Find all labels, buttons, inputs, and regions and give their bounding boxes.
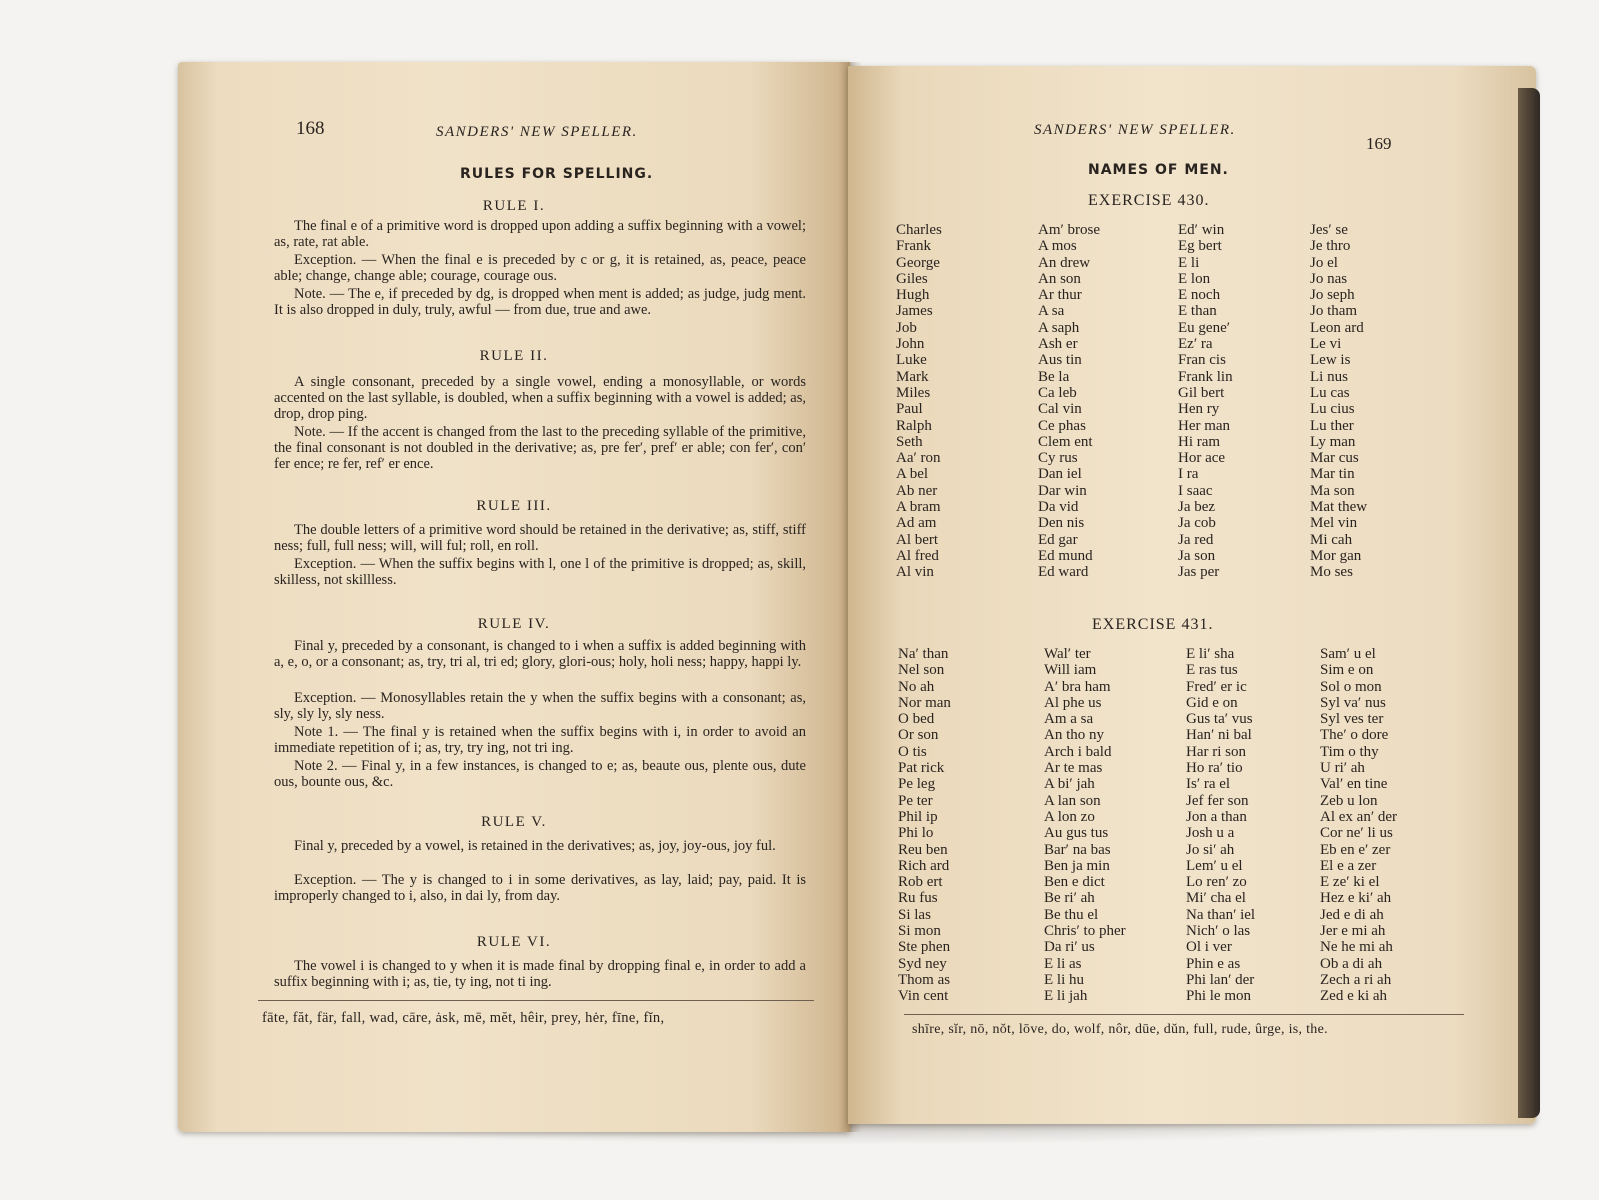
book-cover-edge <box>1518 88 1540 1118</box>
pronunciation-key: shīre, sĭr, nō, nŏt, lōve, do, wolf, nôr, dūe, dŭn, full, rude, ûrge, is, the. <box>912 1022 1328 1037</box>
names-column <box>898 646 951 1005</box>
list-item: Ol i ver <box>1186 939 1232 956</box>
list-item: Zeb u lon <box>1320 792 1378 809</box>
list-item: Charles <box>896 222 942 238</box>
list-item: Ob a di ah <box>1320 955 1383 972</box>
list-item: Al phe us <box>1044 694 1102 711</box>
list-item: Eb en e′ zer <box>1320 841 1391 858</box>
list-item: Mi cah <box>1310 531 1353 548</box>
names-column <box>896 222 942 581</box>
list-item: Ja bez <box>1178 499 1216 516</box>
list-item: Gil bert <box>1178 384 1225 401</box>
list-item: Cy rus <box>1038 450 1078 467</box>
list-item: James <box>896 303 933 320</box>
rule-note: Note. — The e, if preceded by dg, is dropped when ment is added; as judge, judg ment. It is also dropped in duly, truly, awful — from due, true and awe. <box>274 286 806 318</box>
list-item: Ed gar <box>1038 531 1078 548</box>
list-item: E lon <box>1178 270 1211 287</box>
exercise-heading: EXERCISE 431. <box>1092 616 1214 633</box>
list-item: Giles <box>896 270 928 287</box>
list-item: Ja red <box>1178 531 1214 548</box>
list-item: Sam′ u el <box>1320 646 1376 662</box>
list-item: Ja son <box>1178 547 1216 564</box>
list-item: Mel vin <box>1310 515 1358 532</box>
list-item: Jas per <box>1178 564 1220 581</box>
list-item: Mi′ cha el <box>1186 890 1246 907</box>
list-item: Si las <box>898 906 931 923</box>
list-item: Luke <box>896 352 927 369</box>
list-item: Nel son <box>898 662 945 679</box>
list-item: Lu cas <box>1310 384 1350 401</box>
list-item: Mar tin <box>1310 466 1355 483</box>
left-page <box>178 62 850 1132</box>
list-item: Mark <box>896 368 929 385</box>
list-item: Dan iel <box>1038 466 1082 483</box>
list-item: Syl ves ter <box>1320 711 1384 728</box>
rule-exception: Exception. — The y is changed to i in some derivatives, as lay, laid; pay, paid. It is improperly changed to i, also, in dai ly, from day. <box>274 872 806 904</box>
list-item: Al vin <box>896 564 934 581</box>
list-item: Phil ip <box>898 808 938 825</box>
rule-paragraph: A single consonant, preceded by a single vowel, ending a monosyllable, or words accented on the last syllable, is doubled, when a suffix beginning with a vowel is added; as, drop, drop ping. <box>274 374 806 422</box>
list-item: O tis <box>898 743 927 760</box>
list-item: Fran cis <box>1178 352 1226 369</box>
list-item: Frank <box>896 238 931 255</box>
list-item: Lem′ u el <box>1186 857 1243 874</box>
list-item: Val′ en tine <box>1320 776 1388 793</box>
list-item: Cor ne′ li us <box>1320 825 1393 842</box>
list-item: Ed ward <box>1038 564 1089 581</box>
left-section-title: RULES FOR SPELLING. <box>460 166 654 182</box>
list-item: Mat thew <box>1310 499 1368 516</box>
list-item: Pe ter <box>898 792 933 809</box>
list-item: Josh u a <box>1186 825 1235 842</box>
list-item: No ah <box>898 678 935 695</box>
list-item: Jo seph <box>1310 287 1355 304</box>
list-item: Au gus tus <box>1044 825 1109 842</box>
list-item: Ez′ ra <box>1178 336 1213 353</box>
names-column <box>1186 646 1255 1005</box>
rule-heading: RULE IV. <box>477 616 551 632</box>
list-item: Ste phen <box>898 939 951 956</box>
list-item: Je thro <box>1310 238 1351 255</box>
rule-heading: RULE I. <box>482 198 546 214</box>
list-item: Ben e dict <box>1044 874 1105 891</box>
list-item: Al ex an′ der <box>1320 808 1397 825</box>
list-item: Phi le mon <box>1186 988 1252 1005</box>
list-item: O bed <box>898 711 935 728</box>
list-item: Ru fus <box>898 890 938 907</box>
list-item: Gus ta′ vus <box>1186 711 1253 728</box>
list-item: A bi′ jah <box>1044 776 1095 793</box>
list-item: Mar cus <box>1310 450 1359 467</box>
list-item: Gid e on <box>1186 694 1238 711</box>
list-item: Hor ace <box>1178 450 1226 467</box>
list-item: Pat rick <box>898 760 945 777</box>
list-item: Will iam <box>1044 662 1097 679</box>
list-item: Zed e ki ah <box>1320 988 1388 1005</box>
names-column <box>1178 222 1233 581</box>
right-section-title: NAMES OF MEN. <box>1088 162 1229 178</box>
list-item: Syd ney <box>898 955 947 972</box>
list-item: Ja cob <box>1178 515 1216 532</box>
list-item: Pe leg <box>898 776 936 793</box>
rule-paragraph: The final e of a primitive word is dropped upon adding a suffix beginning with a vowel; as, rate, rat able. <box>274 218 806 250</box>
list-item: E ze′ ki el <box>1320 874 1380 891</box>
list-item: E li′ sha <box>1186 646 1235 662</box>
list-item: Ed mund <box>1038 547 1093 564</box>
list-item: Ca leb <box>1038 384 1077 401</box>
footer-divider <box>904 1014 1464 1015</box>
names-column <box>1038 222 1100 581</box>
list-item: An drew <box>1038 254 1091 271</box>
list-item: Aa′ ron <box>896 450 941 467</box>
list-item: Be thu el <box>1044 906 1099 923</box>
list-item: Nor man <box>898 694 951 711</box>
list-item: Ar te mas <box>1044 760 1103 777</box>
list-item: Sol o mon <box>1320 678 1382 695</box>
right-page <box>848 66 1536 1124</box>
list-item: Ab ner <box>896 482 938 499</box>
list-item: Is′ ra el <box>1186 776 1231 793</box>
list-item: Da ri′ us <box>1044 939 1095 956</box>
list-item: Ne he mi ah <box>1320 939 1393 956</box>
list-item: A lon zo <box>1044 808 1095 825</box>
list-item: A sa <box>1038 303 1065 320</box>
list-item: Eg bert <box>1178 238 1222 255</box>
list-item: The′ o dore <box>1320 727 1389 744</box>
list-item: Tim o thy <box>1320 743 1379 760</box>
list-item: Bar′ na bas <box>1044 841 1111 858</box>
list-item: Phi lan′ der <box>1186 971 1255 988</box>
list-item: E li as <box>1044 955 1082 972</box>
list-item: Har ri son <box>1186 743 1246 760</box>
right-page-number: 169 <box>1366 134 1392 153</box>
list-item: Hen ry <box>1178 401 1220 418</box>
list-item: Syl va′ nus <box>1320 694 1386 711</box>
list-item: Ash er <box>1038 336 1078 353</box>
list-item: Wal′ ter <box>1044 646 1091 662</box>
list-item: A bel <box>896 466 929 483</box>
list-item: E li <box>1178 254 1200 271</box>
list-item: Job <box>896 319 917 336</box>
list-item: Jo nas <box>1310 270 1348 287</box>
list-item: Ly man <box>1310 433 1356 450</box>
list-item: Nich′ o las <box>1186 923 1251 940</box>
list-item: Sim e on <box>1320 662 1374 679</box>
right-running-head: SANDERS' NEW SPELLER. <box>1034 122 1236 138</box>
list-item: Al bert <box>896 531 939 548</box>
list-item: E ras tus <box>1186 662 1238 679</box>
rule-paragraph: The double letters of a primitive word should be retained in the derivative; as, stiff, stiff ness; full, full ness; will, will ful; roll, en roll. <box>274 522 806 554</box>
list-item: Thom as <box>898 971 951 988</box>
list-item: Ad am <box>896 515 937 532</box>
list-item: E than <box>1178 303 1217 320</box>
list-item: Lu cius <box>1310 401 1355 418</box>
left-running-head: SANDERS' NEW SPELLER. <box>436 124 638 140</box>
list-item: Lu ther <box>1310 417 1354 434</box>
rule-note: Note. — If the accent is changed from the last to the preceding syllable of the primitive, the final consonant is not doubled in the derivative; as, pre fer′, pref′ er able; con fer′, con′ fer ence; re fer, ref′ er ence. <box>274 424 806 472</box>
list-item: Si mon <box>898 923 941 940</box>
list-item: Da vid <box>1038 499 1079 516</box>
list-item: Ar thur <box>1038 287 1082 304</box>
list-item: Li nus <box>1310 368 1348 385</box>
list-item: E li jah <box>1044 988 1088 1005</box>
list-item: Na than′ iel <box>1186 906 1256 923</box>
rule-paragraph: The vowel i is changed to y when it is made final by dropping final e, in order to add a suffix beginning with i; as, tie, ty ing, not ti ing. <box>274 958 806 990</box>
list-item: Rich ard <box>898 857 950 874</box>
list-item: A′ bra ham <box>1044 678 1111 695</box>
list-item: U ri′ ah <box>1320 760 1365 777</box>
list-item: Al fred <box>896 547 939 564</box>
list-item: Lo ren′ zo <box>1186 874 1247 891</box>
list-item: Le vi <box>1310 336 1342 353</box>
list-item: Rob ert <box>898 874 943 891</box>
list-item: El e a zer <box>1320 857 1377 874</box>
list-item: Miles <box>896 384 931 401</box>
list-item: Eu gene′ <box>1178 319 1231 336</box>
list-item: Phin e as <box>1186 955 1241 972</box>
list-item: Chris′ to pher <box>1044 923 1126 940</box>
rule-heading: RULE II. <box>479 348 549 364</box>
list-item: Cal vin <box>1038 401 1082 418</box>
list-item: A bram <box>896 499 941 516</box>
list-item: Den nis <box>1038 515 1085 532</box>
list-item: Fred′ er ic <box>1186 678 1247 695</box>
list-item: Vin cent <box>898 988 949 1005</box>
exercise-heading: EXERCISE 430. <box>1088 192 1210 209</box>
list-item: Ralph <box>896 417 932 434</box>
list-item: Clem ent <box>1038 433 1093 450</box>
list-item: Jon a than <box>1186 808 1247 825</box>
list-item: Ce phas <box>1038 417 1086 434</box>
list-item: E li hu <box>1044 971 1084 988</box>
list-item: A mos <box>1038 238 1077 255</box>
rule-exception: Exception. — When the suffix begins with l, one l of the primitive is dropped; as, skill, skilless, not skillless. <box>274 556 806 588</box>
list-item: Dar win <box>1038 482 1087 499</box>
list-item: An tho ny <box>1044 727 1104 744</box>
list-item: Na′ than <box>898 646 949 662</box>
rule-exception: Exception. — Monosyllables retain the y when the suffix begins with a consonant; as, sly, sly ly, sly ness. <box>274 690 806 722</box>
list-item: George <box>896 254 940 271</box>
list-item: Hi ram <box>1178 433 1221 450</box>
list-item: A saph <box>1038 319 1080 336</box>
list-item: I ra <box>1178 466 1199 483</box>
list-item: Am a sa <box>1044 711 1094 728</box>
list-item: Jef fer son <box>1186 792 1249 809</box>
list-item: Ma son <box>1310 482 1355 499</box>
pronunciation-key: fāte, făt, fär, fall, wad, cāre, ȧsk, mē, mĕt, hêir, prey, hėr, fīne, fĭn, <box>262 1010 665 1026</box>
rule-paragraph: Final y, preceded by a vowel, is retained in the derivatives; as, joy, joy-ous, joy ful. <box>294 838 776 854</box>
list-item: Mo ses <box>1310 564 1353 581</box>
list-item: Paul <box>896 401 923 418</box>
rule-heading: RULE III. <box>476 498 552 514</box>
rule-heading: RULE V. <box>481 814 547 830</box>
footer-divider <box>258 1000 814 1001</box>
list-item: Jo si′ ah <box>1186 841 1235 858</box>
names-column <box>1310 222 1367 581</box>
list-item: Jed e di ah <box>1320 906 1384 923</box>
list-item: Mor gan <box>1310 547 1362 564</box>
list-item: Phi lo <box>898 825 934 842</box>
names-column <box>1044 646 1126 1005</box>
list-item: Seth <box>896 433 923 450</box>
list-item: Frank lin <box>1178 368 1233 385</box>
list-item: Her man <box>1178 417 1231 434</box>
list-item: Ben ja min <box>1044 857 1110 874</box>
list-item: Hugh <box>896 287 930 304</box>
rule-note: Note 1. — The final y is retained when the suffix begins with i, in order to avoid an immediate repetition of i; as, try, try ing, not tri ing. <box>274 724 806 756</box>
list-item: Aus tin <box>1038 352 1082 369</box>
rule-paragraph: Final y, preceded by a consonant, is changed to i when a suffix is added beginning with a, e, o, or a consonant; as, try, tri al, tri ed; glory, glori-ous; holy, holi ness; happy, happi ly. <box>274 638 806 670</box>
list-item: E noch <box>1178 287 1221 304</box>
list-item: John <box>896 336 925 353</box>
list-item: Or son <box>898 727 939 744</box>
list-item: A lan son <box>1044 792 1101 809</box>
list-item: Be la <box>1038 368 1070 385</box>
list-item: Reu ben <box>898 841 948 858</box>
list-item: Zech a ri ah <box>1320 971 1392 988</box>
names-column <box>1320 646 1397 1005</box>
list-item: Han′ ni bal <box>1186 727 1252 744</box>
list-item: An son <box>1038 270 1081 287</box>
list-item: Be ri′ ah <box>1044 890 1095 907</box>
list-item: Hez e ki′ ah <box>1320 890 1392 907</box>
list-item: Ed′ win <box>1178 222 1225 238</box>
list-item: Leon ard <box>1310 319 1364 336</box>
rule-exception: Exception. — When the final e is preceded by c or g, it is retained, as, peace, peace able; change, change able; courage, courage ous. <box>274 252 806 284</box>
list-item: Jer e mi ah <box>1320 923 1386 940</box>
open-book <box>178 62 1538 1152</box>
list-item: Am′ brose <box>1038 222 1101 238</box>
list-item: Jes′ se <box>1310 222 1348 238</box>
list-item: Ho ra′ tio <box>1186 760 1243 777</box>
list-item: Lew is <box>1310 352 1351 369</box>
list-item: Jo el <box>1310 254 1338 271</box>
left-page-number: 168 <box>296 118 325 139</box>
list-item: Arch i bald <box>1044 743 1112 760</box>
rule-note: Note 2. — Final y, in a few instances, is changed to e; as, beaute ous, plente ous, dute ous, bounte ous, &c. <box>274 758 806 790</box>
rule-heading: RULE VI. <box>476 934 552 950</box>
list-item: I saac <box>1178 482 1213 499</box>
list-item: Jo tham <box>1310 303 1358 320</box>
